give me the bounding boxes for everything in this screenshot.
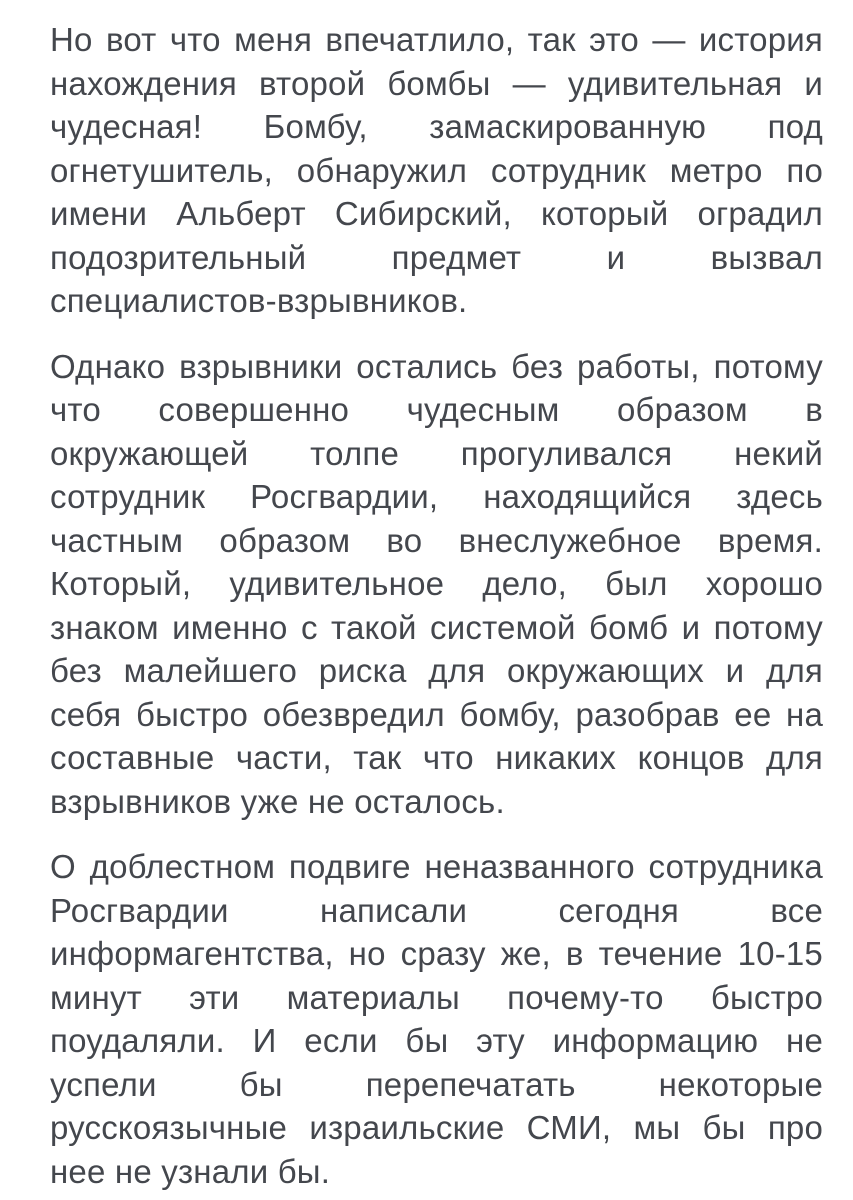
- paragraph-second-bomb: Но вот что меня впечатлило, так это — история нахождения второй бомбы — удивительная и чудесная! Бомбу, замаскированную под огнетушитель, обнаружил сотрудник метро по имени Альберт Сибирский, который оградил подозрительный предмет и вызвал специалистов-взрывников.: [50, 21, 823, 319]
- paragraph-rosgvardia-officer: Однако взрывники остались без работы, потому что совершенно чудесным образом в окружающей толпе прогуливался некий сотрудник Росгвардии, находящийся здесь частным образом во внеслужебное время. Который, удивительное дело, был хорошо знаком именно с такой системой бомб и потому без малейшего риска для окружающих и для себя быстро обезвредил бомбу, разобрав ее на составные части, так что никаких концов для взрывников уже не осталось.: [50, 347, 823, 820]
- article-body: [50, 18, 823, 1193]
- paragraph-news-removed: О доблестном подвиге неназванного сотрудника Росгвардии написали сегодня все информагентства, но сразу же, в течение 10-15 минут эти материалы почему-то быстро поудаляли. И если бы эту информацию не успели бы перепечатать некоторые русскоязычные израильские СМИ, мы бы про нее не узнали бы.: [50, 848, 823, 1190]
